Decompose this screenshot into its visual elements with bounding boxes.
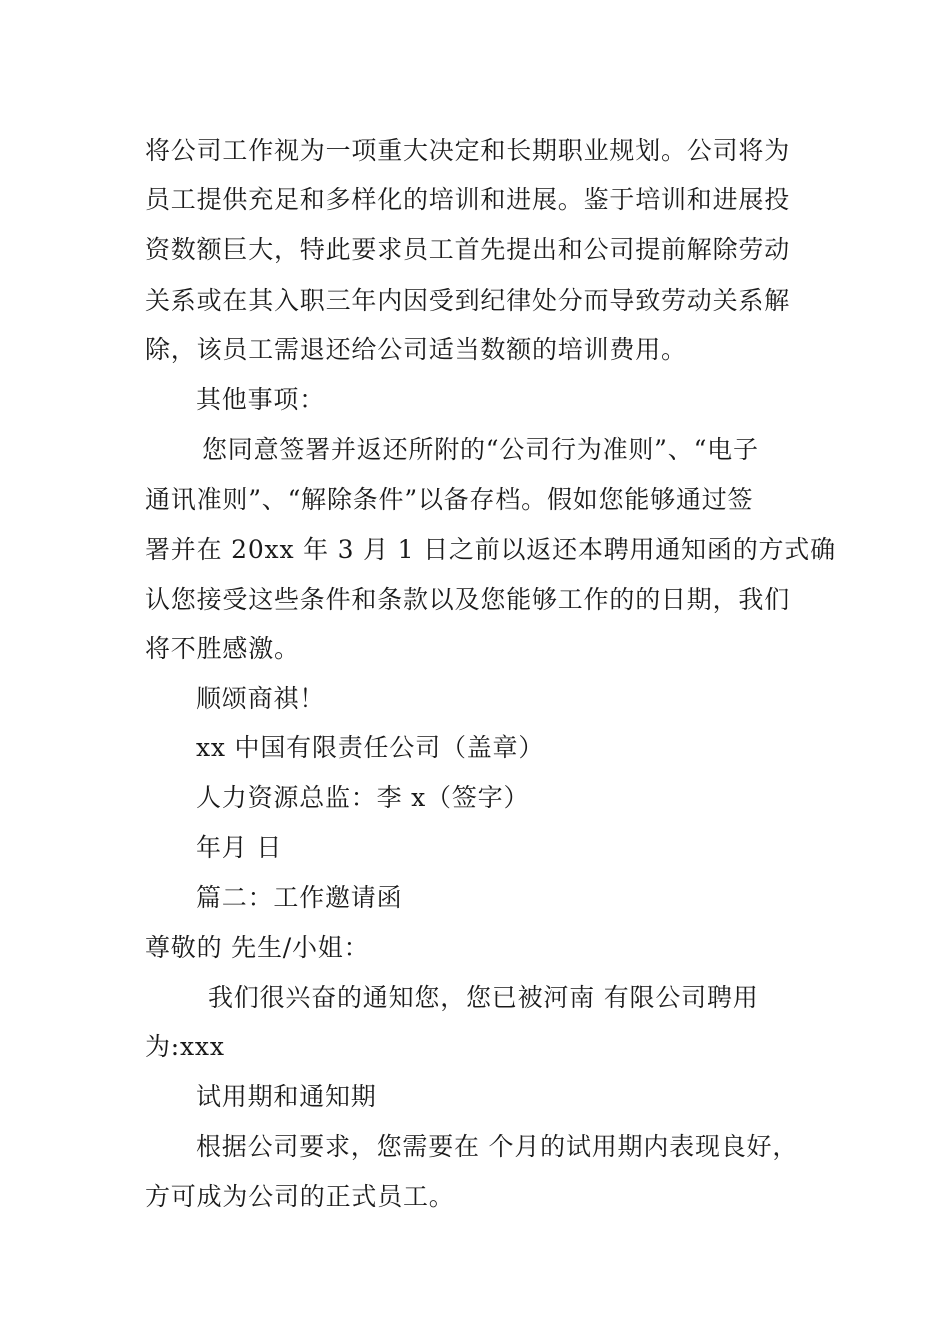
text-line: 将公司工作视为一项重大决定和长期职业规划。公司将为 [145, 136, 791, 165]
date-line: 年月 日 [196, 833, 283, 862]
text-line: 通讯准则”、“解除条件”以备存档。假如您能够通过签 [145, 485, 754, 514]
director-signature: 人力资源总监：李 x（签字） [196, 783, 530, 812]
greeting: 尊敬的 先生/小姐： [145, 933, 370, 962]
text-line: 您同意签署并返还所附的“公司行为准则”、“电子 [202, 435, 759, 464]
text-line: 员工提供充足和多样化的培训和进展。鉴于培训和进展投 [145, 185, 791, 214]
text-line: 署并在 20xx 年 3 月 1 日之前以返还本聘用通知函的方式确 [145, 535, 836, 564]
text-line: 为:xxx [145, 1032, 225, 1061]
text-line: 关系或在其入职三年内因受到纪律处分而导致劳动关系解 [145, 286, 791, 315]
text-line: 根据公司要求，您需要在 个月的试用期内表现良好， [196, 1132, 799, 1161]
text-line: 资数额巨大，特此要求员工首先提出和公司提前解除劳动 [145, 235, 791, 264]
section-heading: 其他事项： [196, 385, 326, 414]
section-heading: 试用期和通知期 [196, 1082, 377, 1111]
text-line: 方可成为公司的正式员工。 [145, 1182, 455, 1211]
text-line: 将不胜感激。 [145, 634, 300, 663]
text-line: 认您接受这些条件和条款以及您能够工作的的日期，我们 [145, 585, 791, 614]
text-line: 除，该员工需退还给公司适当数额的培训费用。 [145, 335, 687, 364]
text-line: 我们很兴奋的通知您，您已被河南 有限公司聘用 [208, 983, 759, 1012]
company-signature: xx 中国有限责任公司（盖章） [196, 733, 545, 762]
section-title: 篇二：工作邀请函 [196, 883, 403, 912]
closing-salutation: 顺颂商祺！ [196, 684, 326, 713]
